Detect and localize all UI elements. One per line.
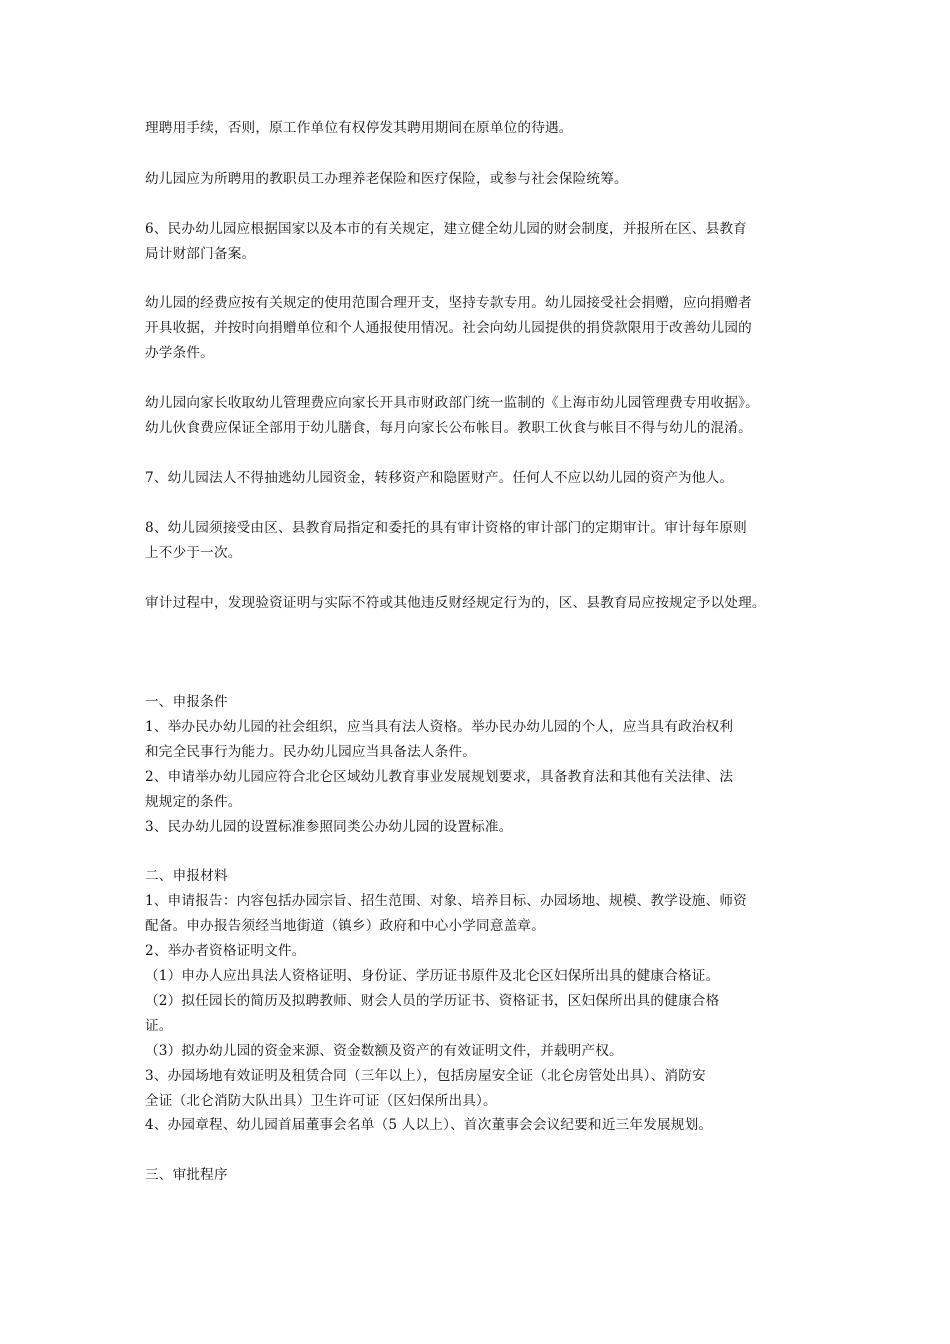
text-line: （2）拟任园长的简历及拟聘教师、财会人员的学历证书、资格证书，区妇保所出具的健康合格 [145, 993, 720, 1009]
text-line: 1、申请报告：内容包括办园宗旨、招生范围、对象、培养目标、办园场地、规模、教学设施、师资 [145, 893, 747, 909]
section-heading [145, 864, 810, 889]
text-line: 办学条件。 [145, 345, 214, 361]
paragraph [145, 1113, 810, 1138]
paragraph [145, 291, 810, 366]
section-heading [145, 1163, 810, 1188]
paragraph [145, 815, 810, 840]
section-heading [145, 690, 810, 715]
paragraph [145, 591, 810, 616]
text-line: 全证（北仑消防大队出具）卫生许可证（区妇保所出具）。 [145, 1093, 497, 1109]
text-line: 4、办园章程、幼儿园首届董事会名单（5 人以上）、首次董事会会议纪要和近三年发展规划。 [145, 1117, 713, 1133]
text-line: 幼儿园应为所聘用的教职员工办理养老保险和医疗保险，或参与社会保险统筹。 [145, 171, 628, 187]
text-line: 审计过程中，发现验资证明与实际不符或其他违反财经规定行为的，区、县教育局应按规定予以处理。 [145, 595, 766, 611]
paragraph [145, 989, 810, 1039]
paragraph [145, 889, 810, 939]
text-line: 2、申请举办幼儿园应符合北仑区域幼儿教育事业发展规划要求，具备教育法和其他有关法律、法 [145, 769, 734, 785]
text-line: 理聘用手续，否则，原工作单位有权停发其聘用期间在原单位的待遇。 [145, 120, 573, 136]
text-line: 7、幼儿园法人不得抽逃幼儿园资金，转移资产和隐匿财产。任何人不应以幼儿园的资产为他人。 [145, 470, 734, 486]
text-line: 上不少于一次。 [145, 545, 242, 561]
paragraph [145, 765, 810, 815]
text-line: 一、申报条件 [145, 694, 228, 710]
paragraph [145, 516, 810, 566]
paragraph [145, 1039, 810, 1064]
text-line: 3、办园场地有效证明及租赁合同（三年以上），包括房屋安全证（北仑房管处出具）、消防安 [145, 1068, 706, 1084]
text-line: 3、民办幼儿园的设置标准参照同类公办幼儿园的设置标准。 [145, 819, 513, 835]
text-line: 幼儿园的经费应按有关规定的使用范围合理开支，坚持专款专用。幼儿园接受社会捐赠，应向捐赠者 [145, 295, 752, 311]
paragraph [145, 466, 810, 491]
paragraph [145, 116, 810, 141]
text-line: 8、幼儿园须接受由区、县教育局指定和委托的具有审计资格的审计部门的定期审计。审计每年原则 [145, 520, 747, 536]
text-line: 三、审批程序 [145, 1167, 228, 1183]
paragraph [145, 964, 810, 989]
text-line: 幼儿园向家长收取幼儿管理费应向家长开具市财政部门统一监制的《上海市幼儿园管理费专用收据》。 [145, 395, 759, 411]
text-line: 2、举办者资格证明文件。 [145, 943, 306, 959]
paragraph [145, 167, 810, 192]
text-line: 开具收据，并按时向捐赠单位和个人通报使用情况。社会向幼儿园提供的捐贷款限用于改善幼儿园的 [145, 320, 752, 336]
paragraph [145, 1064, 810, 1114]
text-line: 规规定的条件。 [145, 794, 242, 810]
paragraph [145, 391, 810, 441]
paragraph [145, 217, 810, 267]
text-line: 1、举办民办幼儿园的社会组织，应当具有法人资格。举办民办幼儿园的个人，应当具有政治权利 [145, 719, 734, 735]
text-line: 证。 [145, 1018, 173, 1034]
text-line: （1）申办人应出具法人资格证明、身份证、学历证书原件及北仑区妇保所出具的健康合格证。 [145, 968, 720, 984]
text-line: 幼儿伙食费应保证全部用于幼儿膳食，每月向家长公布帐目。教职工伙食与帐目不得与幼儿的混淆。 [145, 420, 752, 436]
text-line: 配备。申办报告须经当地街道（镇乡）政府和中心小学同意盖章。 [145, 918, 546, 934]
text-line: 和完全民事行为能力。民办幼儿园应当具备法人条件。 [145, 744, 477, 760]
paragraph [145, 939, 810, 964]
text-line: （3）拟办幼儿园的资金来源、资金数额及资产的有效证明文件，并载明产权。 [145, 1043, 623, 1059]
text-line: 二、申报材料 [145, 868, 228, 884]
text-line: 6、民办幼儿园应根据国家以及本市的有关规定，建立健全幼儿园的财会制度，并报所在区、县教育 [145, 221, 747, 237]
paragraph [145, 715, 810, 765]
text-line: 局计财部门备案。 [145, 246, 256, 262]
